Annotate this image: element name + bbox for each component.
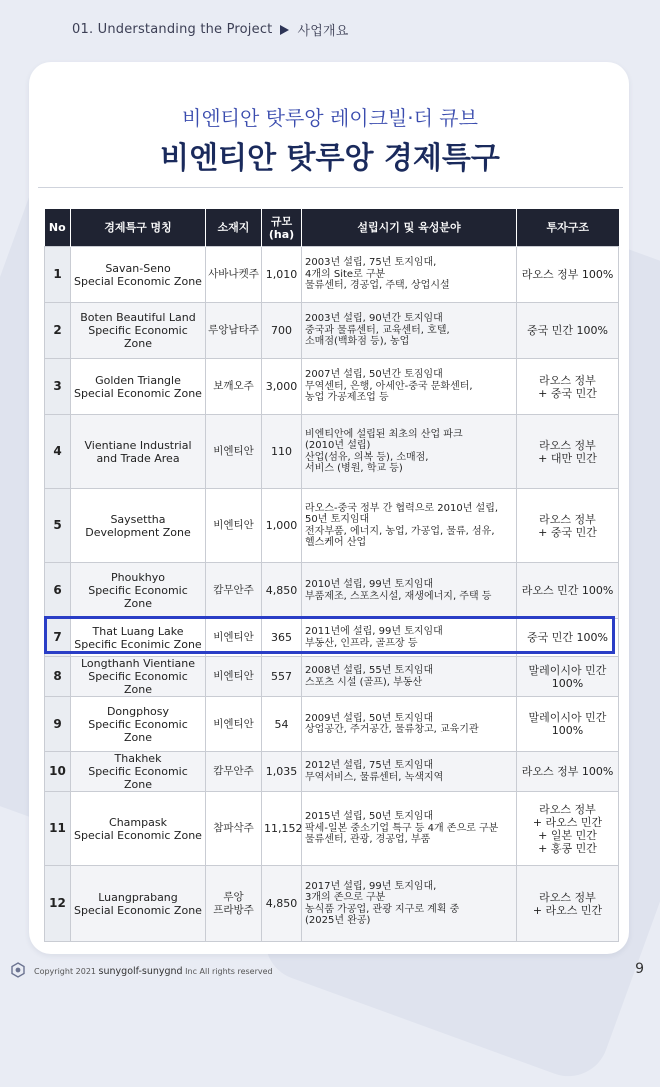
zone-detail-line: 무역서비스, 물류센터, 녹색지역 <box>305 771 444 783</box>
zone-detail-line: 2009년 설립, 50년 토지임대 <box>305 712 434 724</box>
footer-rights: Inc All rights reserved <box>185 967 273 976</box>
table-row <box>45 619 619 657</box>
zone-detail <box>302 657 517 697</box>
zone-detail <box>302 415 517 489</box>
zone-investment-line: 라오스 정부 <box>539 802 596 816</box>
zone-location-line: 사바나켓주 <box>208 268 259 280</box>
title-divider <box>38 187 623 188</box>
zone-investment-line: + 일본 민간 <box>538 828 597 842</box>
row-number: 2 <box>45 303 71 359</box>
zone-location-line: 캄무안주 <box>213 765 254 777</box>
zone-name-line: Thakhek <box>114 752 162 765</box>
zone-investment <box>517 489 619 563</box>
zone-investment <box>517 752 619 792</box>
zone-size: 11,152 <box>262 792 302 866</box>
zone-investment-line: 라오스 정부 100% <box>521 268 614 281</box>
row-number: 5 <box>45 489 71 563</box>
zone-location <box>206 792 262 866</box>
zone-detail-line: 라오스-중국 정부 간 협력으로 2010년 설립, <box>305 502 499 514</box>
header-investment: 투자구조 <box>517 209 619 247</box>
zone-location <box>206 697 262 752</box>
zone-detail-line: 2003년 설립, 90년간 토지임대 <box>305 313 443 325</box>
zone-investment <box>517 415 619 489</box>
zone-investment-line: 라오스 정부 <box>539 890 596 904</box>
header-location: 소재지 <box>206 209 262 247</box>
zone-investment <box>517 792 619 866</box>
zone-investment-line: + 중국 민간 <box>538 386 597 400</box>
zone-detail-line: 물류센터, 관광, 경공업, 부품 <box>305 834 431 846</box>
zone-name-line: Specific Economic Zone <box>88 584 188 610</box>
zone-location <box>206 563 262 619</box>
zone-name-line: Luangprabang <box>98 890 178 904</box>
zone-investment <box>517 563 619 619</box>
breadcrumb-section: 01. Understanding the Project <box>72 22 273 37</box>
zone-investment <box>517 697 619 752</box>
zone-detail <box>302 866 517 942</box>
zone-investment <box>517 657 619 697</box>
zone-detail-line: 2003년 설립, 75년 토지임대, <box>305 257 437 269</box>
zone-name <box>71 489 206 563</box>
zone-investment-line: 라오스 정부 100% <box>521 765 614 778</box>
zone-size: 1,010 <box>262 247 302 303</box>
row-number: 9 <box>45 697 71 752</box>
zone-detail <box>302 792 517 866</box>
row-number: 8 <box>45 657 71 697</box>
zone-name <box>71 657 206 697</box>
zone-detail-line: 소매점(백화점 등), 농업 <box>305 336 410 348</box>
zone-location-line: 비엔티안 <box>213 631 254 643</box>
zone-investment-line: 라오스 민간 100% <box>521 584 614 597</box>
zone-location <box>206 866 262 942</box>
header-size-line1: 규모 <box>270 214 293 228</box>
zone-name-line: Development Zone <box>85 525 191 539</box>
zone-size: 557 <box>262 657 302 697</box>
zone-detail <box>302 489 517 563</box>
zone-detail-line: 물류센터, 경공업, 주택, 상업시설 <box>305 280 450 292</box>
zone-investment-line: 말레이시아 민간 <box>528 711 607 724</box>
table-row <box>45 247 619 303</box>
zone-location-line: 루앙 <box>223 890 244 903</box>
zone-name <box>71 359 206 415</box>
footer-copyright <box>34 966 273 977</box>
company-logo-icon <box>10 962 26 978</box>
zone-investment-line: 중국 민간 100% <box>527 631 608 644</box>
play-arrow-icon <box>280 25 289 35</box>
zone-name <box>71 303 206 359</box>
zone-name-line: Boten Beautiful Land <box>80 311 196 324</box>
zone-location-line: 참파삭주 <box>213 822 254 834</box>
zone-detail-line: 비엔티안에 설립된 최초의 산업 파크 <box>305 428 463 440</box>
zone-size: 1,035 <box>262 752 302 792</box>
zone-investment-line: + 라오스 민간 <box>532 815 603 829</box>
zone-detail-line: 중국과 물류센터, 교육센터, 호텔, <box>305 324 450 336</box>
zone-location-line: 비엔티안 <box>213 519 254 531</box>
zone-size: 365 <box>262 619 302 657</box>
zone-investment <box>517 619 619 657</box>
zone-investment-line: 중국 민간 100% <box>527 324 608 337</box>
zone-investment-line: 라오스 정부 <box>539 438 596 452</box>
zone-investment-line: 100% <box>551 676 584 690</box>
zone-name-line: Phoukhyo <box>111 571 165 584</box>
zone-detail-line: 50년 토지임대 <box>305 514 370 525</box>
zone-detail-line: (2010년 설립) <box>305 440 371 451</box>
zone-size: 1,000 <box>262 489 302 563</box>
zone-name-line: Vientiane Industrial <box>84 438 192 452</box>
zone-location-line: 보깨오주 <box>213 380 254 392</box>
zone-location <box>206 415 262 489</box>
zone-detail <box>302 697 517 752</box>
zone-location-line: 루앙남타주 <box>208 324 259 336</box>
footer-copyright-text: Copyright 2021 <box>34 967 96 976</box>
zone-detail-line: 2015년 설립, 50년 토지임대 <box>305 811 434 823</box>
zone-investment-line: 100% <box>551 724 584 737</box>
zone-detail-line: 상업공간, 주거공간, 물류창고, 교육기관 <box>305 724 479 735</box>
zone-name <box>71 415 206 489</box>
zone-detail-line: 서비스 (병원, 학교 등) <box>305 463 403 474</box>
zone-name-line: Saysettha <box>110 512 166 526</box>
table-row <box>45 415 619 489</box>
zone-detail-line: 2008년 설립, 55년 토지임대 <box>305 665 434 676</box>
table-row <box>45 697 619 752</box>
zone-name-line: Savan-Seno <box>105 261 171 275</box>
footer-brand: sunygolf-sunygnd <box>98 966 183 977</box>
zone-detail <box>302 619 517 657</box>
table-header-row <box>45 209 619 247</box>
zone-location <box>206 752 262 792</box>
zone-name <box>71 752 206 792</box>
header-no: No <box>45 209 71 247</box>
zone-location-line: 캄무안주 <box>213 584 254 596</box>
zone-detail-line: 산업(섬유, 의복 등), 소매점, <box>305 451 429 463</box>
table-row <box>45 359 619 415</box>
zone-size: 4,850 <box>262 866 302 942</box>
zone-name <box>71 619 206 657</box>
zone-detail <box>302 303 517 359</box>
zone-name-line: Special Economic Zone <box>74 903 202 917</box>
zone-location-line: 프라방주 <box>213 903 254 916</box>
zone-investment-line: 라오스 정부 <box>539 512 596 526</box>
zone-size: 54 <box>262 697 302 752</box>
zone-detail-line: 농식품 가공업, 관광 지구로 계획 중 <box>305 903 460 915</box>
zone-investment-line: + 홍콩 민간 <box>538 841 597 855</box>
page-number: 9 <box>635 961 644 977</box>
table-row <box>45 303 619 359</box>
zone-name <box>71 563 206 619</box>
header-name: 경제특구 명칭 <box>71 209 206 247</box>
zone-location <box>206 247 262 303</box>
row-number: 4 <box>45 415 71 489</box>
zone-investment <box>517 359 619 415</box>
zone-detail-line: 2011년에 설립, 99년 토지임대 <box>305 626 443 637</box>
table-row <box>45 657 619 697</box>
page-subtitle: 비엔티안 탓루앙 레이크빌·더 큐브 <box>182 106 478 130</box>
zone-investment <box>517 303 619 359</box>
zone-name <box>71 697 206 752</box>
zone-name-line: Special Economic Zone <box>74 274 202 288</box>
zone-detail <box>302 359 517 415</box>
header-detail: 설립시기 및 육성분야 <box>302 209 517 247</box>
zone-investment <box>517 866 619 942</box>
zone-detail <box>302 563 517 619</box>
zone-name-line: Specific Economic Zone <box>88 670 188 696</box>
header-size <box>262 209 302 247</box>
zone-name <box>71 792 206 866</box>
zone-name-line: Special Economic Zone <box>74 828 202 842</box>
table-row <box>45 792 619 866</box>
zone-location-line: 비엔티안 <box>213 670 254 682</box>
zone-detail-line: 부품제조, 스포츠시설, 재생에너지, 주택 등 <box>305 590 492 602</box>
zone-detail-line: 2010년 설립, 99년 토지임대 <box>305 579 434 590</box>
zone-detail <box>302 752 517 792</box>
zone-location-line: 비엔티안 <box>213 445 254 457</box>
zone-name-line: and Trade Area <box>96 451 180 465</box>
zone-name-line: Specific Economic Zone <box>88 324 188 350</box>
zone-investment <box>517 247 619 303</box>
zone-name-line: Specific Econimic Zone <box>74 637 202 651</box>
zone-detail-line: 전자부품, 에너지, 농업, 가공업, 물류, 섬유, <box>305 525 495 537</box>
zone-size: 700 <box>262 303 302 359</box>
table-row <box>45 563 619 619</box>
zone-location <box>206 619 262 657</box>
zone-name-line: Champask <box>109 815 167 829</box>
zone-name-line: Golden Triangle <box>95 373 181 387</box>
row-number: 3 <box>45 359 71 415</box>
zone-name-line: Specific Economic Zone <box>88 765 188 791</box>
zone-detail-line: 스포츠 시설 (골프), 부동산 <box>305 676 423 688</box>
table-body <box>45 247 619 942</box>
zone-detail-line: 팍세-일본 중소기업 특구 등 4개 존으로 구분 <box>305 822 499 834</box>
table-row <box>45 866 619 942</box>
table-row <box>45 489 619 563</box>
zone-detail-line: 2017년 설립, 99년 토지임대, <box>305 880 437 892</box>
zone-investment-line: + 대만 민간 <box>538 451 597 465</box>
zone-detail-line: 4개의 Site로 구분 <box>305 268 386 280</box>
row-number: 10 <box>45 752 71 792</box>
zone-size: 4,850 <box>262 563 302 619</box>
zone-detail-line: 부동산, 인프라, 골프장 등 <box>305 637 418 649</box>
zone-detail-line: 2007년 설립, 50년간 토짐임대 <box>305 369 443 381</box>
header-size-line2: (ha) <box>268 227 295 241</box>
breadcrumb-page: 사업개요 <box>297 24 349 39</box>
zone-investment-line: + 라오스 민간 <box>532 903 603 917</box>
zone-detail-line: 농업 가공제조업 등 <box>305 392 389 404</box>
zone-size: 110 <box>262 415 302 489</box>
zone-detail-line: 무역센터, 은행, 아세안-중국 문화센터, <box>305 380 473 392</box>
zone-name-line: Special Economic Zone <box>74 386 202 400</box>
zone-investment-line: + 중국 민간 <box>538 525 597 539</box>
zone-investment-line: 말레이시아 민간 <box>528 663 607 677</box>
zone-location-line: 비엔티안 <box>213 717 254 730</box>
row-number: 12 <box>45 866 71 942</box>
zone-name-line: That Luang Lake <box>92 624 184 638</box>
zone-name-line: Specific Economic Zone <box>88 717 188 744</box>
row-number: 7 <box>45 619 71 657</box>
row-number: 1 <box>45 247 71 303</box>
row-number: 6 <box>45 563 71 619</box>
zone-location <box>206 303 262 359</box>
zone-location <box>206 657 262 697</box>
zone-name <box>71 247 206 303</box>
zone-location <box>206 359 262 415</box>
breadcrumb <box>72 20 349 39</box>
zone-detail <box>302 247 517 303</box>
page-title: 비엔티안 탓루앙 경제특구 <box>160 141 500 176</box>
zone-detail-line: 3개의 존으로 구분 <box>305 892 386 903</box>
sez-table <box>44 209 619 942</box>
zone-location <box>206 489 262 563</box>
zone-name-line: Dongphosy <box>106 704 170 718</box>
zone-size: 3,000 <box>262 359 302 415</box>
zone-name-line: Longthanh Vientiane <box>80 657 195 670</box>
zone-investment-line: 라오스 정부 <box>539 373 596 387</box>
row-number: 11 <box>45 792 71 866</box>
table-row <box>45 752 619 792</box>
zone-detail-line: 헬스케어 산업 <box>305 537 367 548</box>
zone-detail-line: (2025년 완공) <box>305 915 371 926</box>
zone-name <box>71 866 206 942</box>
zone-detail-line: 2012년 설립, 75년 토지임대 <box>305 760 434 771</box>
